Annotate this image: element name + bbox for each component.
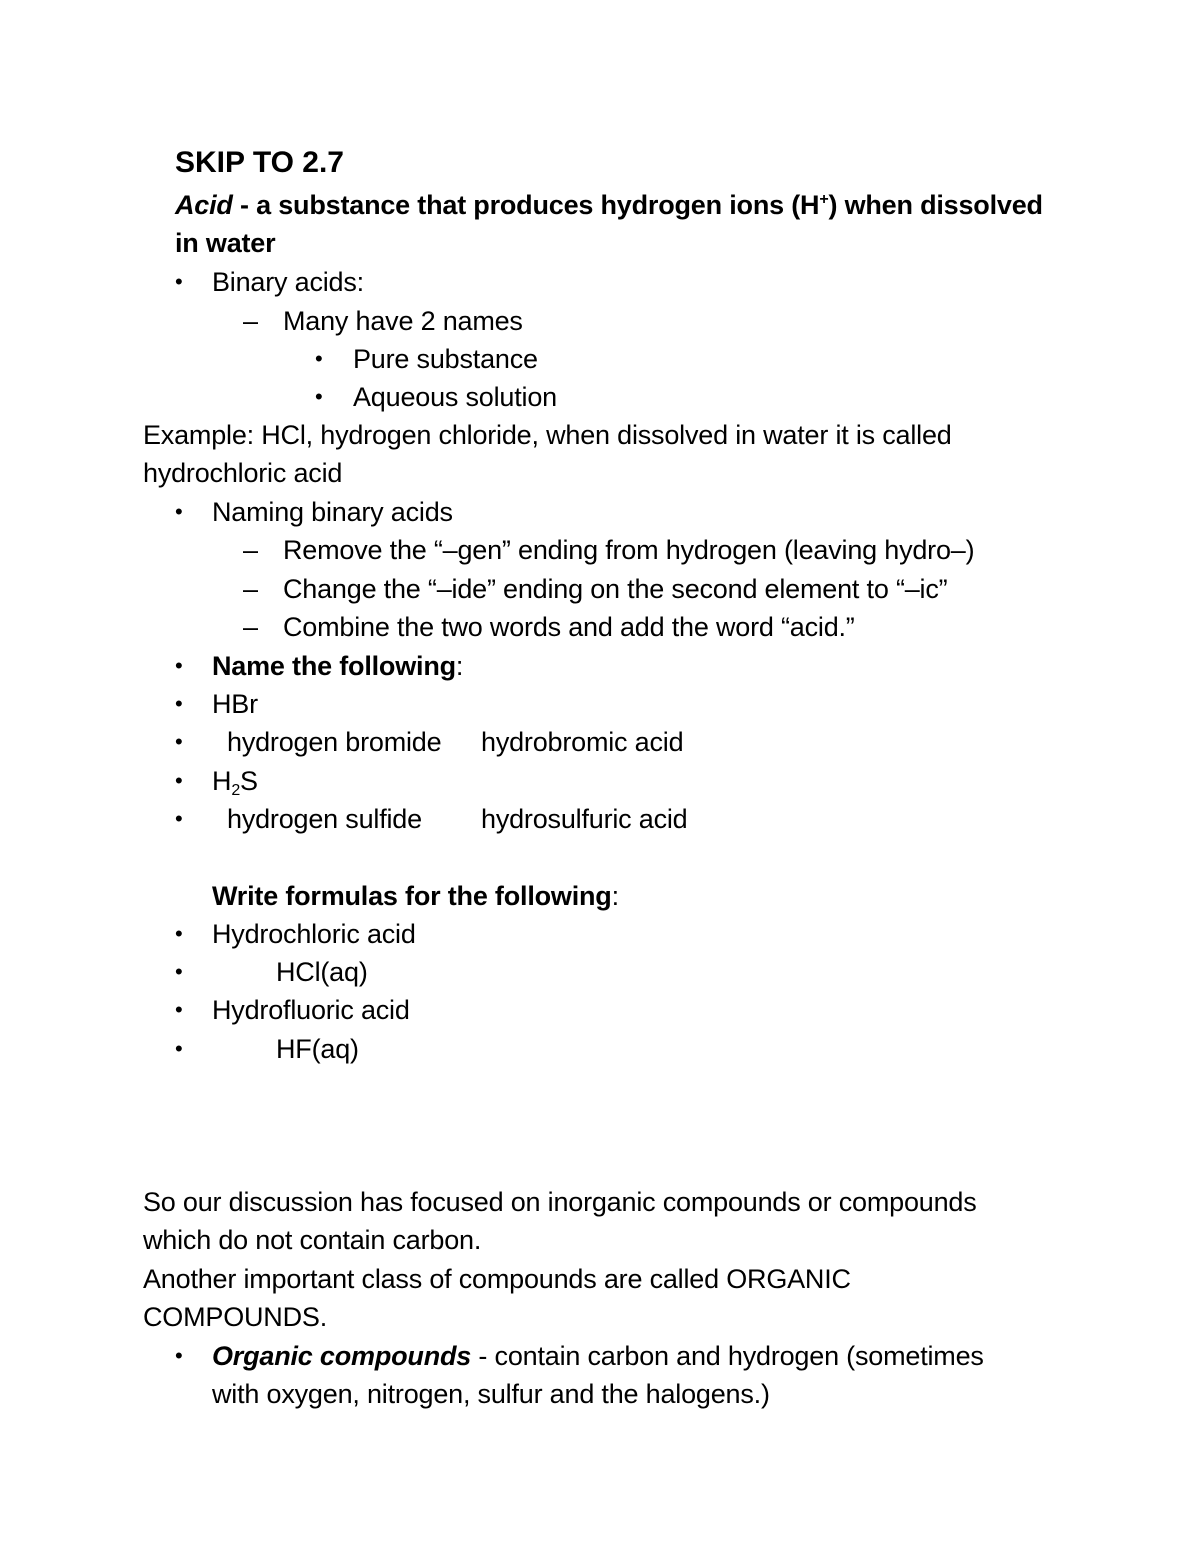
- paragraph-line: So our discussion has focused on inorganic compounds or compounds: [143, 1187, 977, 1217]
- paragraph-line: Another important class of compounds are called ORGANIC: [143, 1264, 851, 1294]
- h2s-acid-name: hydrosulfuric acid: [481, 804, 688, 834]
- bullet: •: [175, 921, 183, 946]
- naming-label: Naming binary acids: [212, 497, 453, 527]
- bullet: •: [175, 997, 183, 1022]
- hydrogen-ion-charge: +: [819, 191, 829, 208]
- hbr-acid-name: hydrobromic acid: [481, 727, 684, 757]
- name-following-label: Name the following: [212, 651, 456, 681]
- example-line2: hydrochloric acid: [143, 458, 343, 488]
- organic-definition-text: - contain carbon and hydrogen (sometimes: [471, 1341, 984, 1371]
- formula-part: H: [212, 766, 232, 796]
- bullet: •: [175, 806, 183, 831]
- acid-definition-line2: in water: [175, 228, 276, 258]
- page-title: SKIP TO 2.7: [175, 146, 344, 179]
- acid-definition: [175, 188, 1043, 222]
- write-formulas-label: Write formulas for the following: [212, 881, 612, 911]
- colon: :: [455, 651, 464, 681]
- formula-part: S: [240, 766, 258, 796]
- paragraph-line: which do not contain carbon.: [143, 1225, 482, 1255]
- example-line1: Example: HCl, hydrogen chloride, when dissolved in water it is called: [143, 420, 952, 450]
- list-item: Pure substance: [353, 344, 538, 374]
- naming-step: Remove the “–gen” ending from hydrogen (leaving hydro–): [283, 535, 975, 565]
- paragraph-line: COMPOUNDS.: [143, 1302, 328, 1332]
- acid-term: Acid: [175, 190, 233, 220]
- dash-marker: –: [243, 612, 259, 642]
- acid-separator: -: [232, 190, 257, 220]
- h2s-compound-name: hydrogen sulfide: [227, 804, 422, 834]
- organic-definition: [212, 1339, 984, 1373]
- bullet: •: [175, 729, 183, 754]
- bullet: •: [315, 346, 323, 371]
- bullet: •: [175, 499, 183, 524]
- dash-marker: –: [243, 574, 259, 604]
- bullet: •: [175, 959, 183, 984]
- formula-answer: HF(aq): [276, 1034, 359, 1064]
- naming-step: Change the “–ide” ending on the second element to “–ic”: [283, 574, 948, 604]
- acid-definition-text: a substance that produces hydrogen ions (H: [256, 190, 820, 220]
- bullet: •: [175, 653, 183, 678]
- formula-answer: HCl(aq): [276, 957, 368, 987]
- bullet: •: [175, 1036, 183, 1061]
- naming-step: Combine the two words and add the word “acid.”: [283, 612, 855, 642]
- bullet: •: [175, 269, 183, 294]
- dash-marker: –: [243, 306, 259, 336]
- hbr-compound-name: hydrogen bromide: [227, 727, 442, 757]
- write-formulas-heading: [212, 879, 619, 913]
- bullet: •: [175, 768, 183, 793]
- dash-marker: –: [243, 535, 259, 565]
- formula-hbr: HBr: [212, 689, 258, 719]
- acid-definition-text-end: ) when dissolved: [828, 190, 1043, 220]
- bullet: •: [175, 1343, 183, 1368]
- formula-h2s: [212, 764, 258, 798]
- formula-subscript: 2: [231, 782, 241, 799]
- list-item: Hydrochloric acid: [212, 919, 416, 949]
- organic-term: Organic compounds: [212, 1341, 472, 1371]
- colon: :: [611, 881, 619, 911]
- bullet: •: [175, 691, 183, 716]
- binary-acids-label: Binary acids:: [212, 267, 364, 297]
- binary-acids-subpoint: Many have 2 names: [283, 306, 523, 336]
- bullet: •: [315, 384, 323, 409]
- list-item: Aqueous solution: [353, 382, 557, 412]
- name-following-heading: [212, 649, 463, 683]
- organic-definition-line2: with oxygen, nitrogen, sulfur and the halogens.): [212, 1379, 770, 1409]
- list-item: Hydrofluoric acid: [212, 995, 410, 1025]
